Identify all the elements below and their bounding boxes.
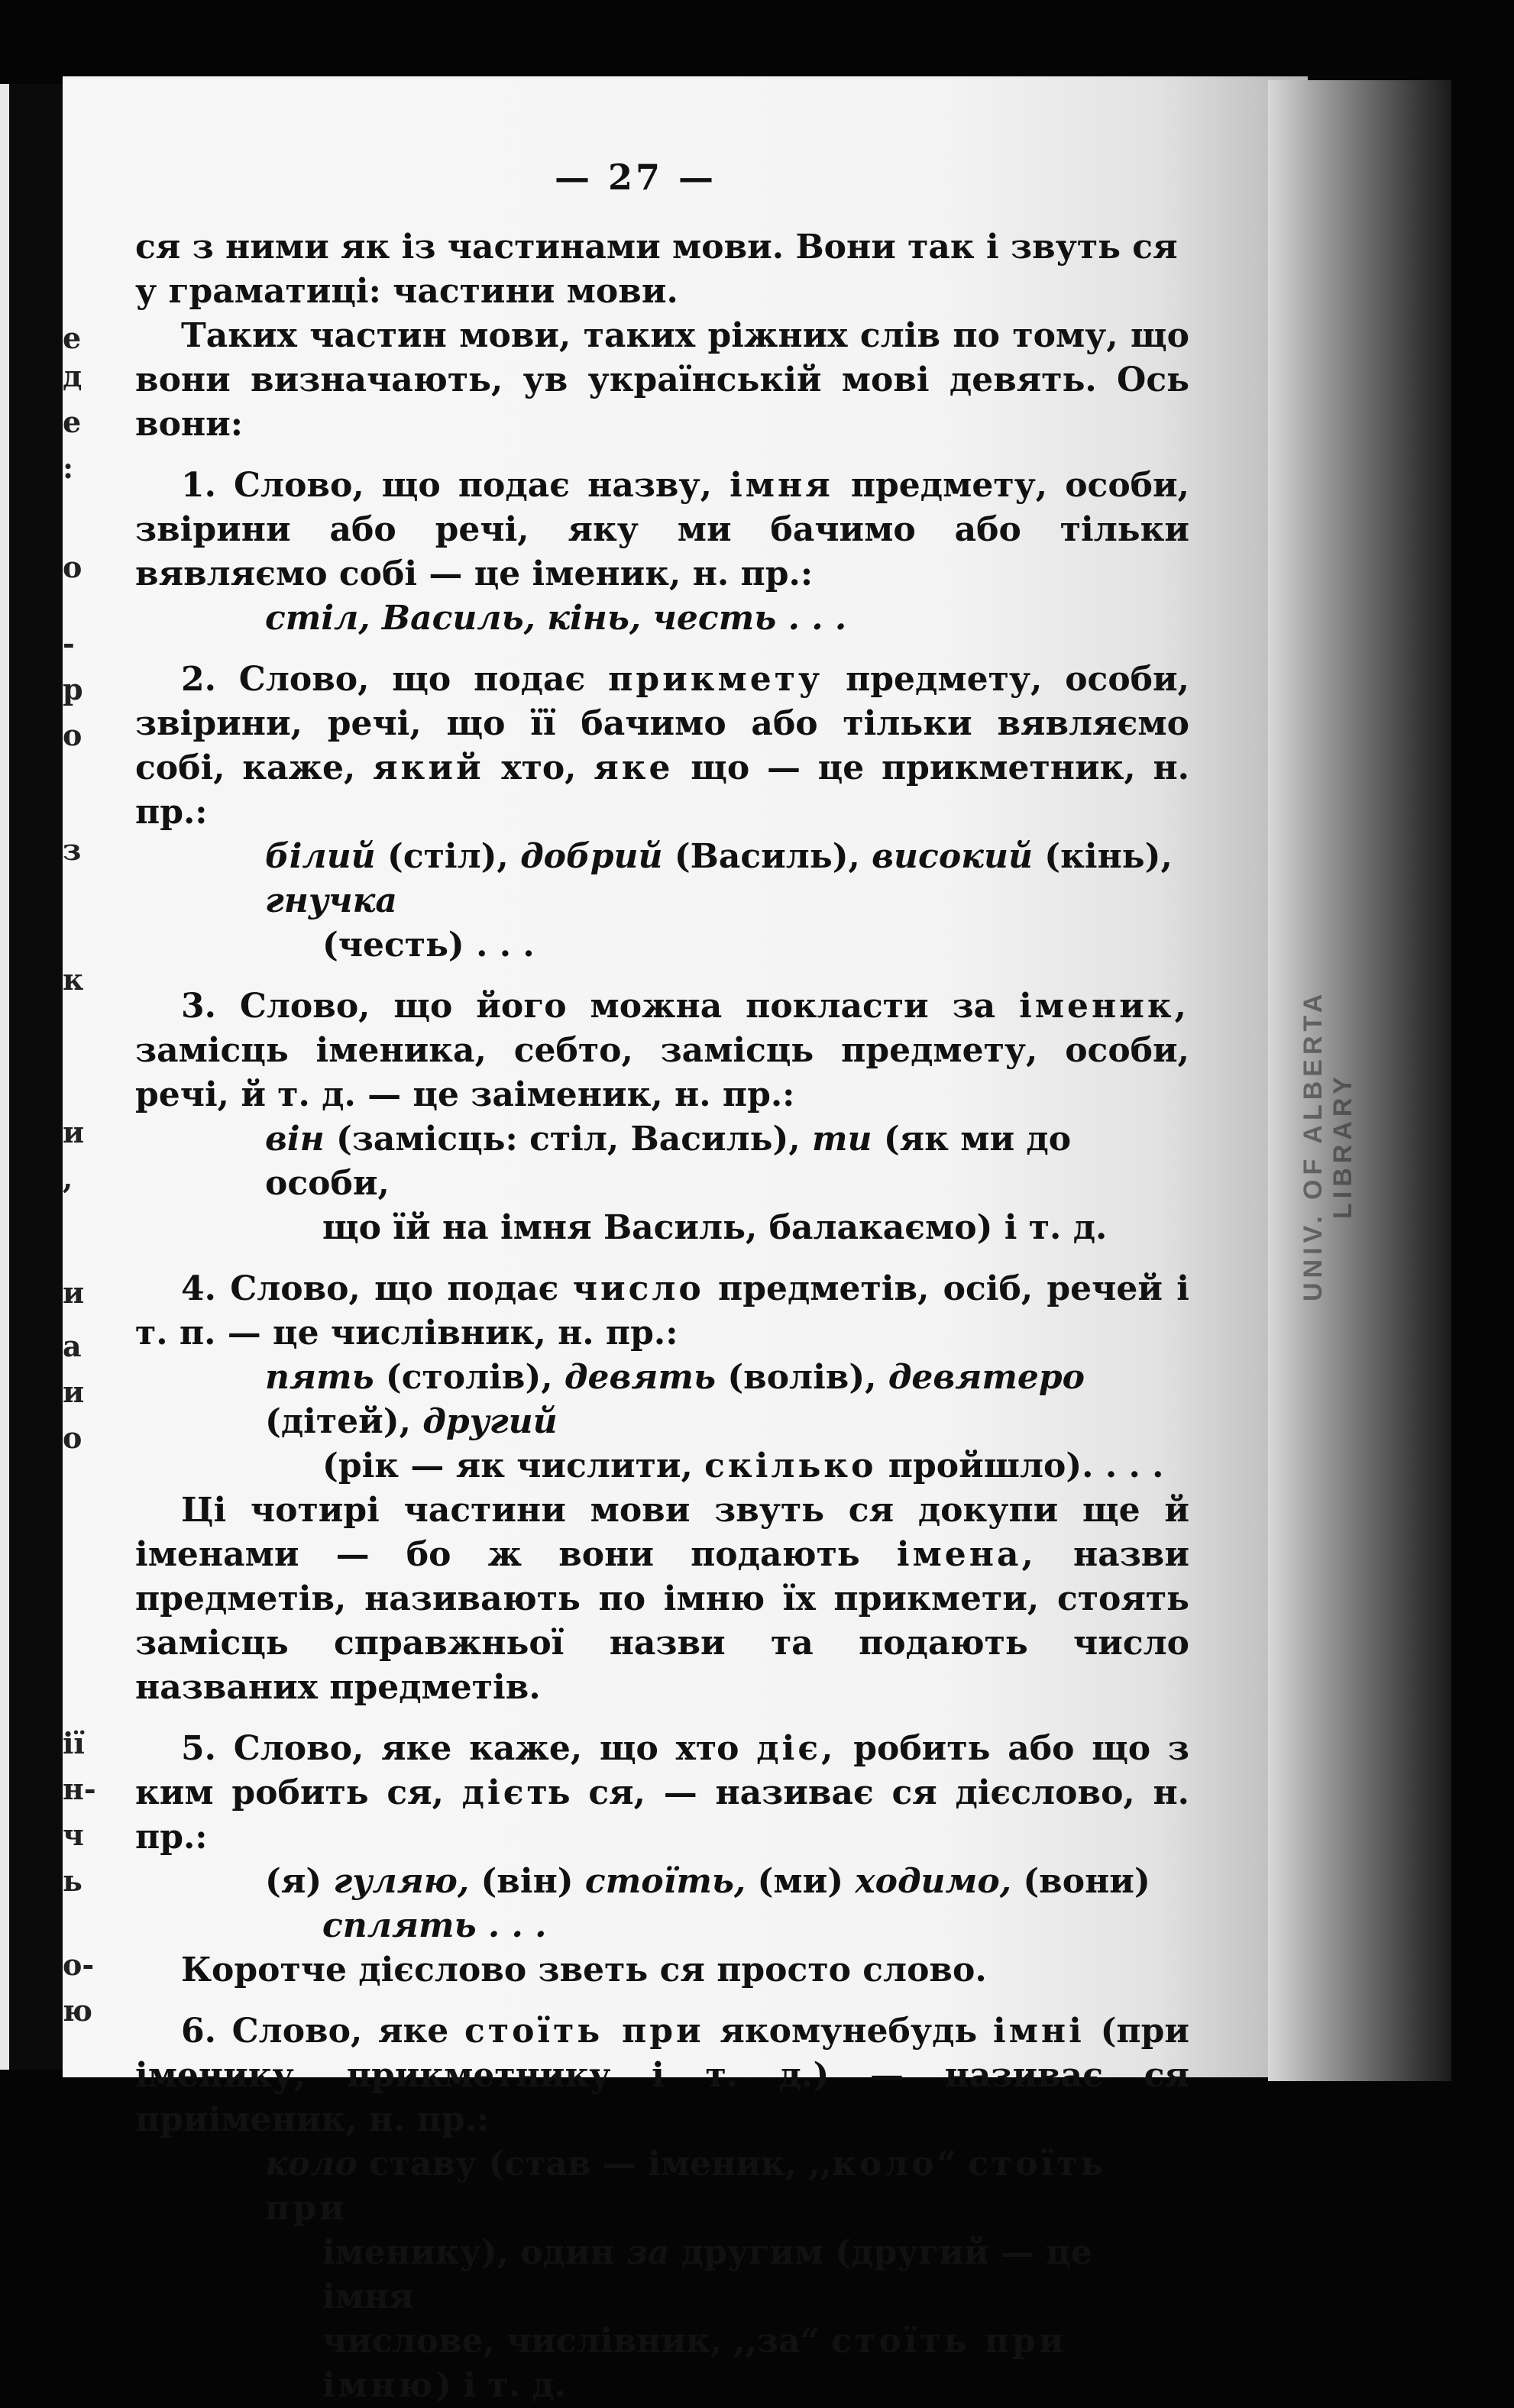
names-paragraph [135, 1488, 1189, 1710]
example-word: коло [265, 2145, 357, 2183]
example-word: пять [265, 1358, 374, 1397]
margin-char: , [63, 1161, 73, 1195]
example-5 [135, 1860, 1189, 1904]
term-spaced: яке [594, 748, 674, 787]
text-run: (вони) [1011, 1862, 1150, 1901]
text-run: якомунебудь [704, 2012, 993, 2051]
example-word: білий [265, 837, 376, 876]
text-run: (я) [265, 1862, 334, 1901]
term-spaced: імня [730, 466, 833, 505]
example-4-cont [135, 1444, 1189, 1488]
example-word: девять [564, 1358, 716, 1397]
text-run: н. пр.: [135, 748, 1189, 832]
item-1-noun [135, 464, 1189, 596]
example-word: стоїть, [584, 1862, 746, 1901]
text-run: н. пр.: [681, 554, 814, 593]
margin-char: - [63, 626, 75, 661]
text-run: Коротче дієслово зветь ся просто [181, 1951, 863, 1989]
text-run: (при іменику, прикметнику і т. д.) — називає ся [135, 2012, 1189, 2095]
text-run: н. пр.: [545, 1314, 678, 1353]
text-run: предмету, особи, звірини, речі, що її бачимо або тільки вявляємо собі, каже, [135, 660, 1189, 787]
example-5-cont: сплять . . . [322, 1906, 547, 1945]
example-1: стіл, Василь, кінь, честь . . . [265, 599, 847, 638]
example-2-cont: (честь) . . . [322, 926, 535, 965]
item-2-adjective [135, 658, 1189, 835]
margin-char: а [63, 1329, 82, 1363]
example-6-cont [135, 2231, 1189, 2319]
margin-char: з [63, 832, 82, 867]
text-run: — бо ж вони подають [299, 1535, 897, 1574]
text-run: (стіл), [375, 837, 521, 876]
example-word: гуляю, [333, 1862, 470, 1901]
text-run: предметів, осіб, речей і т. п. — це [135, 1269, 1189, 1353]
term-spaced: стоїть при [464, 2012, 704, 2051]
text-run: ся з ними як із частинами мови. Вони так і звуть ся у граматиці: [135, 228, 1178, 311]
term-spaced: діє [461, 1773, 527, 1812]
example-word: високий [872, 837, 1033, 876]
margin-char: к [63, 962, 84, 997]
text-run: Ці чотирі частини мови звуть ся докупи ще й [181, 1491, 1189, 1530]
text-run: 5. Слово, яке каже, що хто [181, 1729, 757, 1768]
margin-char: ч [63, 1818, 84, 1852]
text-run: іменику), один [322, 2233, 626, 2272]
text-run: (Василь), [662, 837, 872, 876]
example-3-cont: що їй на імня Василь, балакаємо) і т. д. [322, 1208, 1108, 1247]
margin-char: ь [63, 1863, 82, 1898]
example-word: ходимо, [855, 1862, 1012, 1901]
text-run: замісць іменика, себто, замісць предмету, особи, речі, й т. д. — це [135, 1031, 1189, 1114]
example-6 [135, 2142, 1189, 2231]
margin-char: о [63, 550, 82, 584]
term-spaced: число [572, 1269, 704, 1308]
text-run: (кінь), [1032, 837, 1173, 876]
text-run: ) і т. д. [435, 2366, 566, 2405]
term-bold: заіменик, [471, 1075, 663, 1114]
text-run: ть ся, — називає ся [526, 1773, 956, 1812]
margin-char: д [63, 359, 82, 393]
verb-short-paragraph [135, 1948, 1189, 1993]
term-bold: іменами [135, 1535, 299, 1574]
text-run: 1. Слово, що подає назву, [181, 466, 730, 505]
text-run: (дітей), [265, 1402, 423, 1441]
text-run: н. пр.: [662, 1075, 795, 1114]
example-word: ти [811, 1120, 872, 1159]
margin-char: е [63, 321, 82, 355]
page-text [135, 225, 1189, 2408]
term-bold: девять. [949, 360, 1097, 399]
count-paragraph [135, 314, 1189, 447]
text-run: що — це [673, 748, 882, 787]
text-run: “ [937, 2145, 969, 2183]
term-bold: прикметник, [881, 748, 1136, 787]
text-run: (як ми до особи, [265, 1120, 1072, 1203]
term-spaced: скілько [704, 1446, 877, 1485]
margin-char: ю [63, 1993, 92, 2028]
text-run: (ми) [746, 1862, 856, 1901]
example-word: другий [422, 1402, 558, 1441]
library-stamp: UNIV. OF ALBERTA LIBRARY [1299, 989, 1357, 1302]
margin-char: : [63, 451, 74, 485]
text-run: 4. Слово, що подає [181, 1269, 573, 1308]
example-2 [135, 835, 1189, 923]
previous-page-margin [63, 321, 96, 2077]
margin-char: р [63, 672, 83, 706]
example-word: він [265, 1120, 325, 1159]
example-word: добрий [520, 837, 663, 876]
term-spaced: стоїть при [265, 2145, 1107, 2228]
text-run: (волів), [716, 1358, 888, 1397]
term-spaced: діє, [756, 1729, 836, 1768]
term-bold: числівник, [330, 1314, 546, 1353]
example-3 [135, 1117, 1189, 1206]
margin-char: н- [63, 1772, 96, 1806]
margin-char: и [63, 1275, 85, 1310]
margin-char: о [63, 1421, 82, 1455]
text-run: (рік — як числити, [322, 1446, 705, 1485]
text-run: пройшло). . . . [876, 1446, 1164, 1485]
example-word: девятеро [888, 1358, 1085, 1397]
margin-char: и [63, 1375, 85, 1409]
text-run: назви предметів, називають по імню їх прикмети, стоять замісць справжньої назви та подають число названих предметів. [135, 1535, 1189, 1707]
text-run: робить або що з ким робить ся, [135, 1729, 1189, 1812]
term-bold: слово. [862, 1951, 987, 1989]
term-spaced: прикмету [608, 660, 823, 699]
margin-char: и [63, 1115, 85, 1149]
text-run: 6. Слово, яке [181, 2012, 465, 2051]
text-run: хто, [484, 748, 594, 787]
item-4-numeral [135, 1267, 1189, 1356]
book-page [63, 76, 1308, 2405]
example-word: за [626, 2233, 670, 2272]
text-run: н. пр.: [135, 1773, 1190, 1857]
term-spaced: імена, [896, 1535, 1037, 1574]
text-run: Таких частин мови, таких ріжних слів по тому, що вони визначають, ув українській мові [135, 316, 1189, 399]
text-run: н. пр.: [357, 2100, 490, 2139]
scan-left-edge [0, 84, 9, 2070]
previous-page-strip [9, 84, 63, 2070]
margin-char: ії [63, 1726, 85, 1760]
text-run: (столів), [374, 1358, 565, 1397]
term-bold: приіменик, [135, 2100, 357, 2139]
margin-char: о- [63, 1947, 95, 1982]
text-run: Ось вони: [135, 360, 1190, 444]
term-spaced: який [373, 748, 484, 787]
text-run: (замісць: стіл, Василь), [324, 1120, 812, 1159]
margin-char: е [63, 405, 82, 439]
text-run: числове, числівник, ,,за“ [322, 2322, 832, 2361]
term-spaced: стоїть при імню [322, 2322, 1067, 2405]
term-bold: дієслово, [955, 1773, 1135, 1812]
item-6-preposition [135, 2009, 1189, 2142]
intro-paragraph [135, 225, 1189, 314]
example-4 [135, 1356, 1189, 1444]
text-run: предмету, особи, звірини або речі, яку ми бачимо або тільки вявляємо собі — це [135, 466, 1189, 593]
item-3-pronoun [135, 984, 1189, 1117]
text-run: 3. Слово, що його можна покласти за [181, 987, 1020, 1026]
text-run: другим (другий — це імня [322, 2233, 1092, 2316]
term-spaced: імні [992, 2012, 1085, 2051]
text-run: ставу (став — іменик, ,, [357, 2145, 833, 2183]
margin-char: о [63, 718, 82, 752]
text-run: 2. Слово, що подає [181, 660, 609, 699]
term-bold: іменик, [532, 554, 681, 593]
example-6-cont-2 [135, 2319, 1189, 2408]
page-number: — 27 — [554, 157, 717, 198]
text-run: (він) [469, 1862, 585, 1901]
term-spaced: іменик, [1019, 987, 1189, 1026]
example-word: гнучка [265, 881, 397, 920]
term-spaced: коло [832, 2145, 937, 2183]
item-5-verb [135, 1727, 1189, 1860]
term-bold: частини мови. [393, 272, 678, 311]
